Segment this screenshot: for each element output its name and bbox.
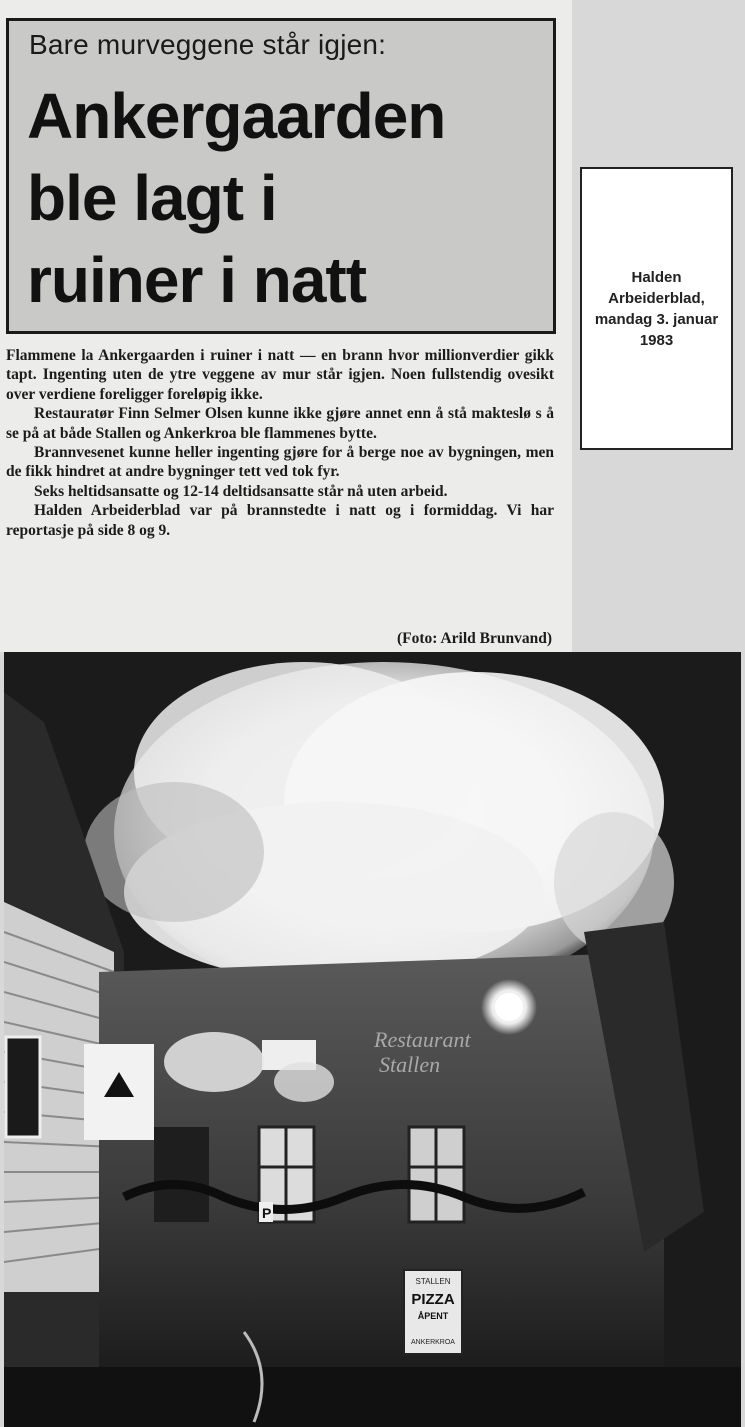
parking-sign: P xyxy=(262,1205,272,1221)
paragraph-5: Halden Arbeiderblad var på brannstedte i natt og i formiddag. Vi har reportasje på side 8 og 9. xyxy=(6,502,554,539)
ground xyxy=(4,1367,741,1427)
board-pizza-text: PIZZA xyxy=(411,1291,455,1308)
headline-line-2: ble lagt i xyxy=(27,162,277,234)
paragraph-3: Brannvesenet kunne heller ingenting gjøre for å berge noe av bygningen, men de fikk hindret at andre bygninger tett ved tok fyr. xyxy=(6,444,554,481)
stallen-sign: Stallen xyxy=(379,1052,441,1077)
newspaper-clipping xyxy=(0,0,572,652)
restaurant-sign: Restaurant xyxy=(374,1027,471,1052)
headline-line-1: Ankergaarden xyxy=(27,80,446,152)
paragraph-2: Restauratør Finn Selmer Olsen kunne ikke gjøre annet enn å stå makteslø s å se på at både Stallen og Ankerkroa ble flammenes bytte. xyxy=(6,405,554,442)
fire-photo-svg xyxy=(4,652,741,1427)
caption-line-4: 1983 xyxy=(639,331,674,349)
caption-line-3: mandag 3. januar xyxy=(594,310,719,328)
fire-photograph xyxy=(4,652,741,1427)
source-caption-card xyxy=(580,167,733,450)
paragraph-4: Seks heltidsansatte og 12-14 deltidsansatte står nå uten arbeid. xyxy=(34,482,448,500)
headline xyxy=(27,75,547,321)
board-top-text: STALLEN xyxy=(415,1277,451,1286)
caption-line-2: Arbeiderblad, xyxy=(608,289,705,307)
lamp-glow xyxy=(481,979,537,1035)
headline-line-3: ruiner i natt xyxy=(27,244,367,316)
board-apent-text: ÅPENT xyxy=(417,1311,449,1321)
article-body xyxy=(6,346,554,540)
burning-building xyxy=(84,922,704,1372)
caption-line-1: Halden xyxy=(631,268,682,286)
pizza-board xyxy=(404,1270,462,1354)
source-caption xyxy=(587,267,726,351)
headline-box xyxy=(6,18,556,334)
kicker-text: Bare murveggene står igjen: xyxy=(29,29,387,60)
photo-credit: (Foto: Arild Brunvand) xyxy=(396,630,552,647)
board-bottom-text: ANKERKROA xyxy=(411,1339,455,1346)
paragraph-1: Flammene la Ankergaarden i ruiner i natt — en brann hvor millionverdier gikk tapt. Ingenting uten de ytre veggene av mur står igjen. Noen fullstendig ovesikt over verdiene foreligger foreløpig ikke. xyxy=(6,347,554,403)
